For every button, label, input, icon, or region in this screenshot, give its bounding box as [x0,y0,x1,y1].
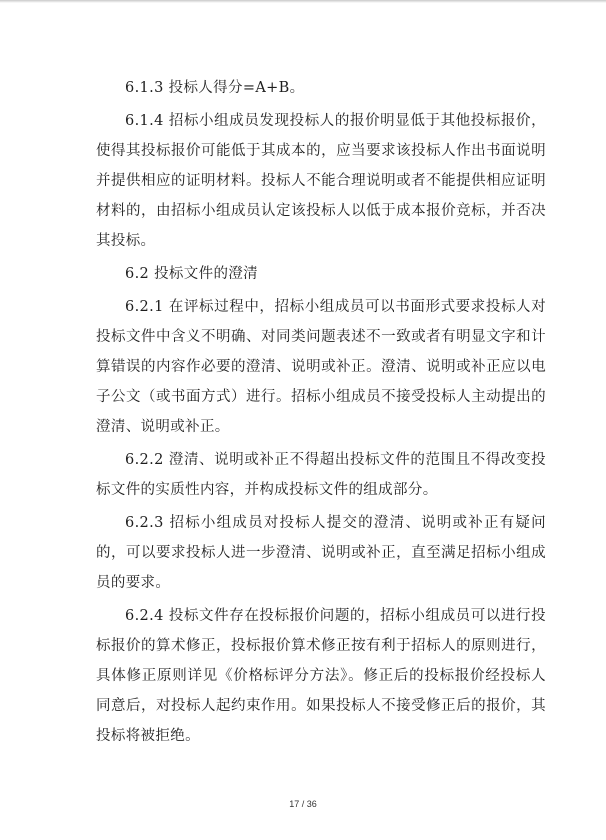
paragraph-6-1-3: 6.1.3 投标人得分=A+B。 [125,80,305,96]
paragraph-6-2-1: 6.2.1 在评标过程中，招标小组成员可以书面形式要求投标人对投标文件中含义不明确、对同类问题表述不一致或者有明显文字和计算错误的内容作必要的澄清、说明或补正。澄清、说明或补正应以电子公文（或书面方式）进行。招标小组成员不接受投标人主动提出的澄清、说明或补正。 [96,299,546,435]
paragraph-6-2-4: 6.2.4 投标文件存在投标报价问题的，招标小组成员可以进行投标报价的算术修正，投标报价算术修正按有利于招标人的原则进行，具体修正原则详见《价格标评分方法》。修正后的投标报价经投标人同意后，对投标人起约束作用。如果投标人不接受修正后的报价，其投标将被拒绝。 [96,608,546,744]
paragraph-6-2-3: 6.2.3 招标小组成员对投标人提交的澄清、说明或补正有疑问的，可以要求投标人进一步澄清、说明或补正，直至满足招标小组成员的要求。 [96,515,546,591]
paragraph-6-2-2: 6.2.2 澄清、说明或补正不得超出投标文件的范围且不得改变投标文件的实质性内容，并构成投标文件的组成部分。 [96,452,546,498]
paragraph-6-1-4: 6.1.4 招标小组成员发现投标人的报价明显低于其他投标报价，使得其投标报价可能低于其成本的，应当要求该投标人作出书面说明并提供相应的证明材料。投标人不能合理说明或者不能提供相应证明材料的，由招标小组成员认定该投标人以低于成本报价竞标，并否决其投标。 [96,113,546,249]
page-number: 17 / 36 [289,799,317,809]
page-top-edge [0,0,606,3]
page-content [96,73,546,751]
section-heading-6-2: 6.2 投标文件的澄清 [125,266,259,282]
